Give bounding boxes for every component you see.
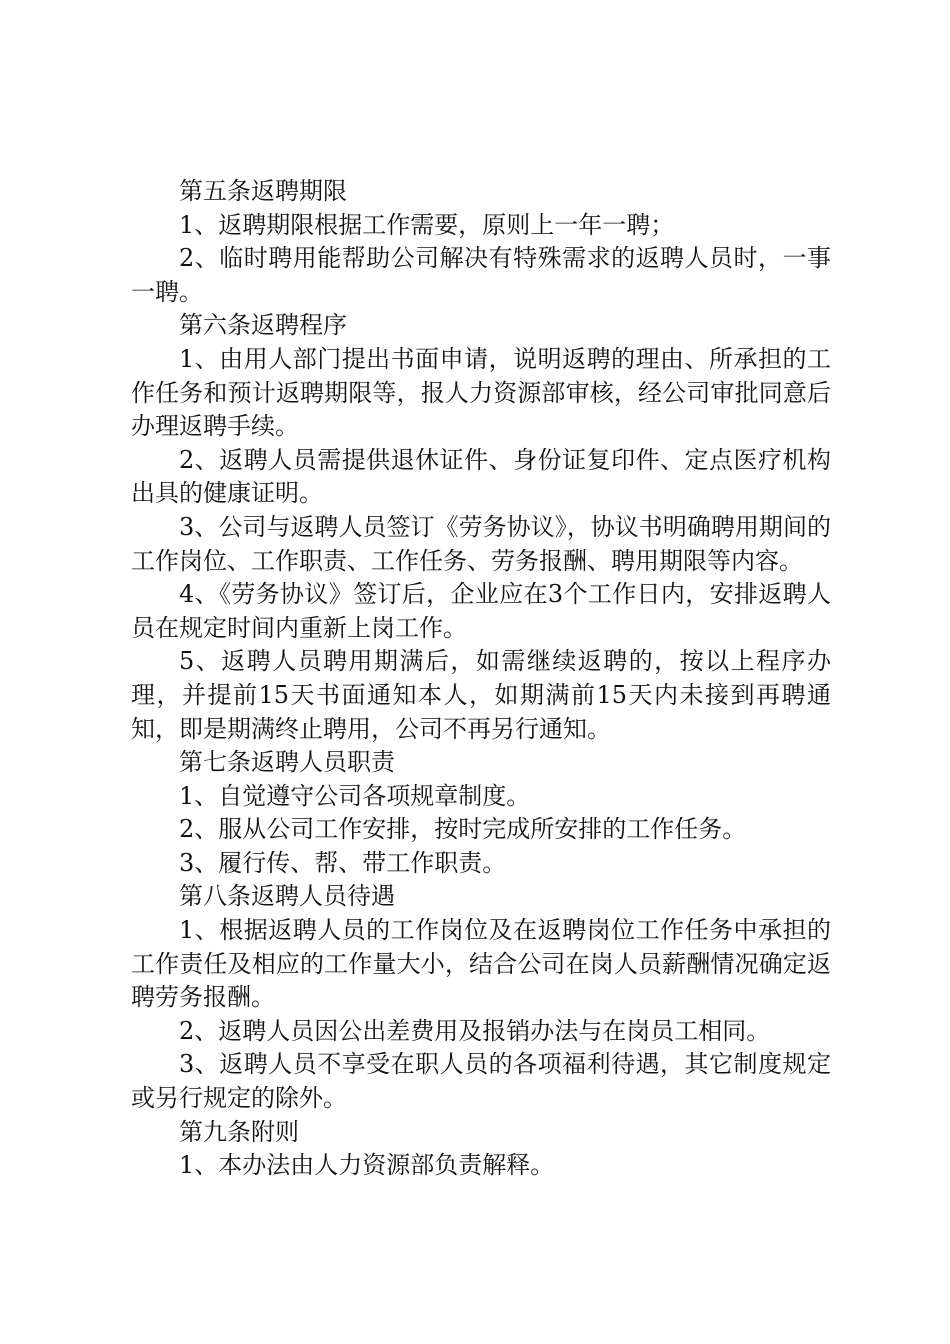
paragraph: 3、履行传、帮、带工作职责。	[179, 848, 507, 877]
section-heading-9: 第九条附则	[179, 1117, 299, 1146]
paragraph: 2、临时聘用能帮助公司解决有特殊需求的返聘人员时，一事一聘。	[131, 244, 831, 306]
paragraph: 2、服从公司工作安排，按时完成所安排的工作任务。	[179, 815, 747, 844]
section-heading-5: 第五条返聘期限	[179, 177, 347, 205]
paragraph: 1、本办法由人力资源部负责解释。	[179, 1151, 555, 1180]
paragraph: 1、自觉遵守公司各项规章制度。	[179, 781, 531, 810]
document-body	[131, 175, 831, 1183]
paragraph: 4、《劳务协议》签订后，企业应在3个工作日内，安排返聘人员在规定时间内重新上岗工作。	[131, 580, 831, 642]
section-heading-7: 第七条返聘人员职责	[179, 748, 395, 777]
paragraph: 5、返聘人员聘用期满后，如需继续返聘的，按以上程序办理，并提前15天书面通知本人，如期满前15天内未接到再聘通知，即是期满终止聘用，公司不再另行通知。	[131, 647, 831, 743]
paragraph: 3、公司与返聘人员签订《劳务协议》，协议书明确聘用期间的工作岗位、工作职责、工作任务、劳务报酬、聘用期限等内容。	[131, 512, 831, 575]
section-heading-6: 第六条返聘程序	[179, 311, 347, 340]
paragraph: 1、返聘期限根据工作需要，原则上一年一聘；	[179, 210, 675, 239]
paragraph: 1、根据返聘人员的工作岗位及在返聘岗位工作任务中承担的工作责任及相应的工作量大小，结合公司在岗人员薪酬情况确定返聘劳务报酬。	[131, 916, 831, 1012]
paragraph: 1、由用人部门提出书面申请，说明返聘的理由、所承担的工作任务和预计返聘期限等，报人力资源部审核，经公司审批同意后办理返聘手续。	[131, 344, 831, 441]
section-heading-8: 第八条返聘人员待遇	[179, 882, 395, 911]
paragraph: 2、返聘人员需提供退休证件、身份证复印件、定点医疗机构出具的健康证明。	[131, 445, 831, 508]
paragraph: 3、返聘人员不享受在职人员的各项福利待遇，其它制度规定或另行规定的除外。	[131, 1050, 831, 1113]
paragraph: 2、返聘人员因公出差费用及报销办法与在岗员工相同。	[179, 1016, 771, 1045]
